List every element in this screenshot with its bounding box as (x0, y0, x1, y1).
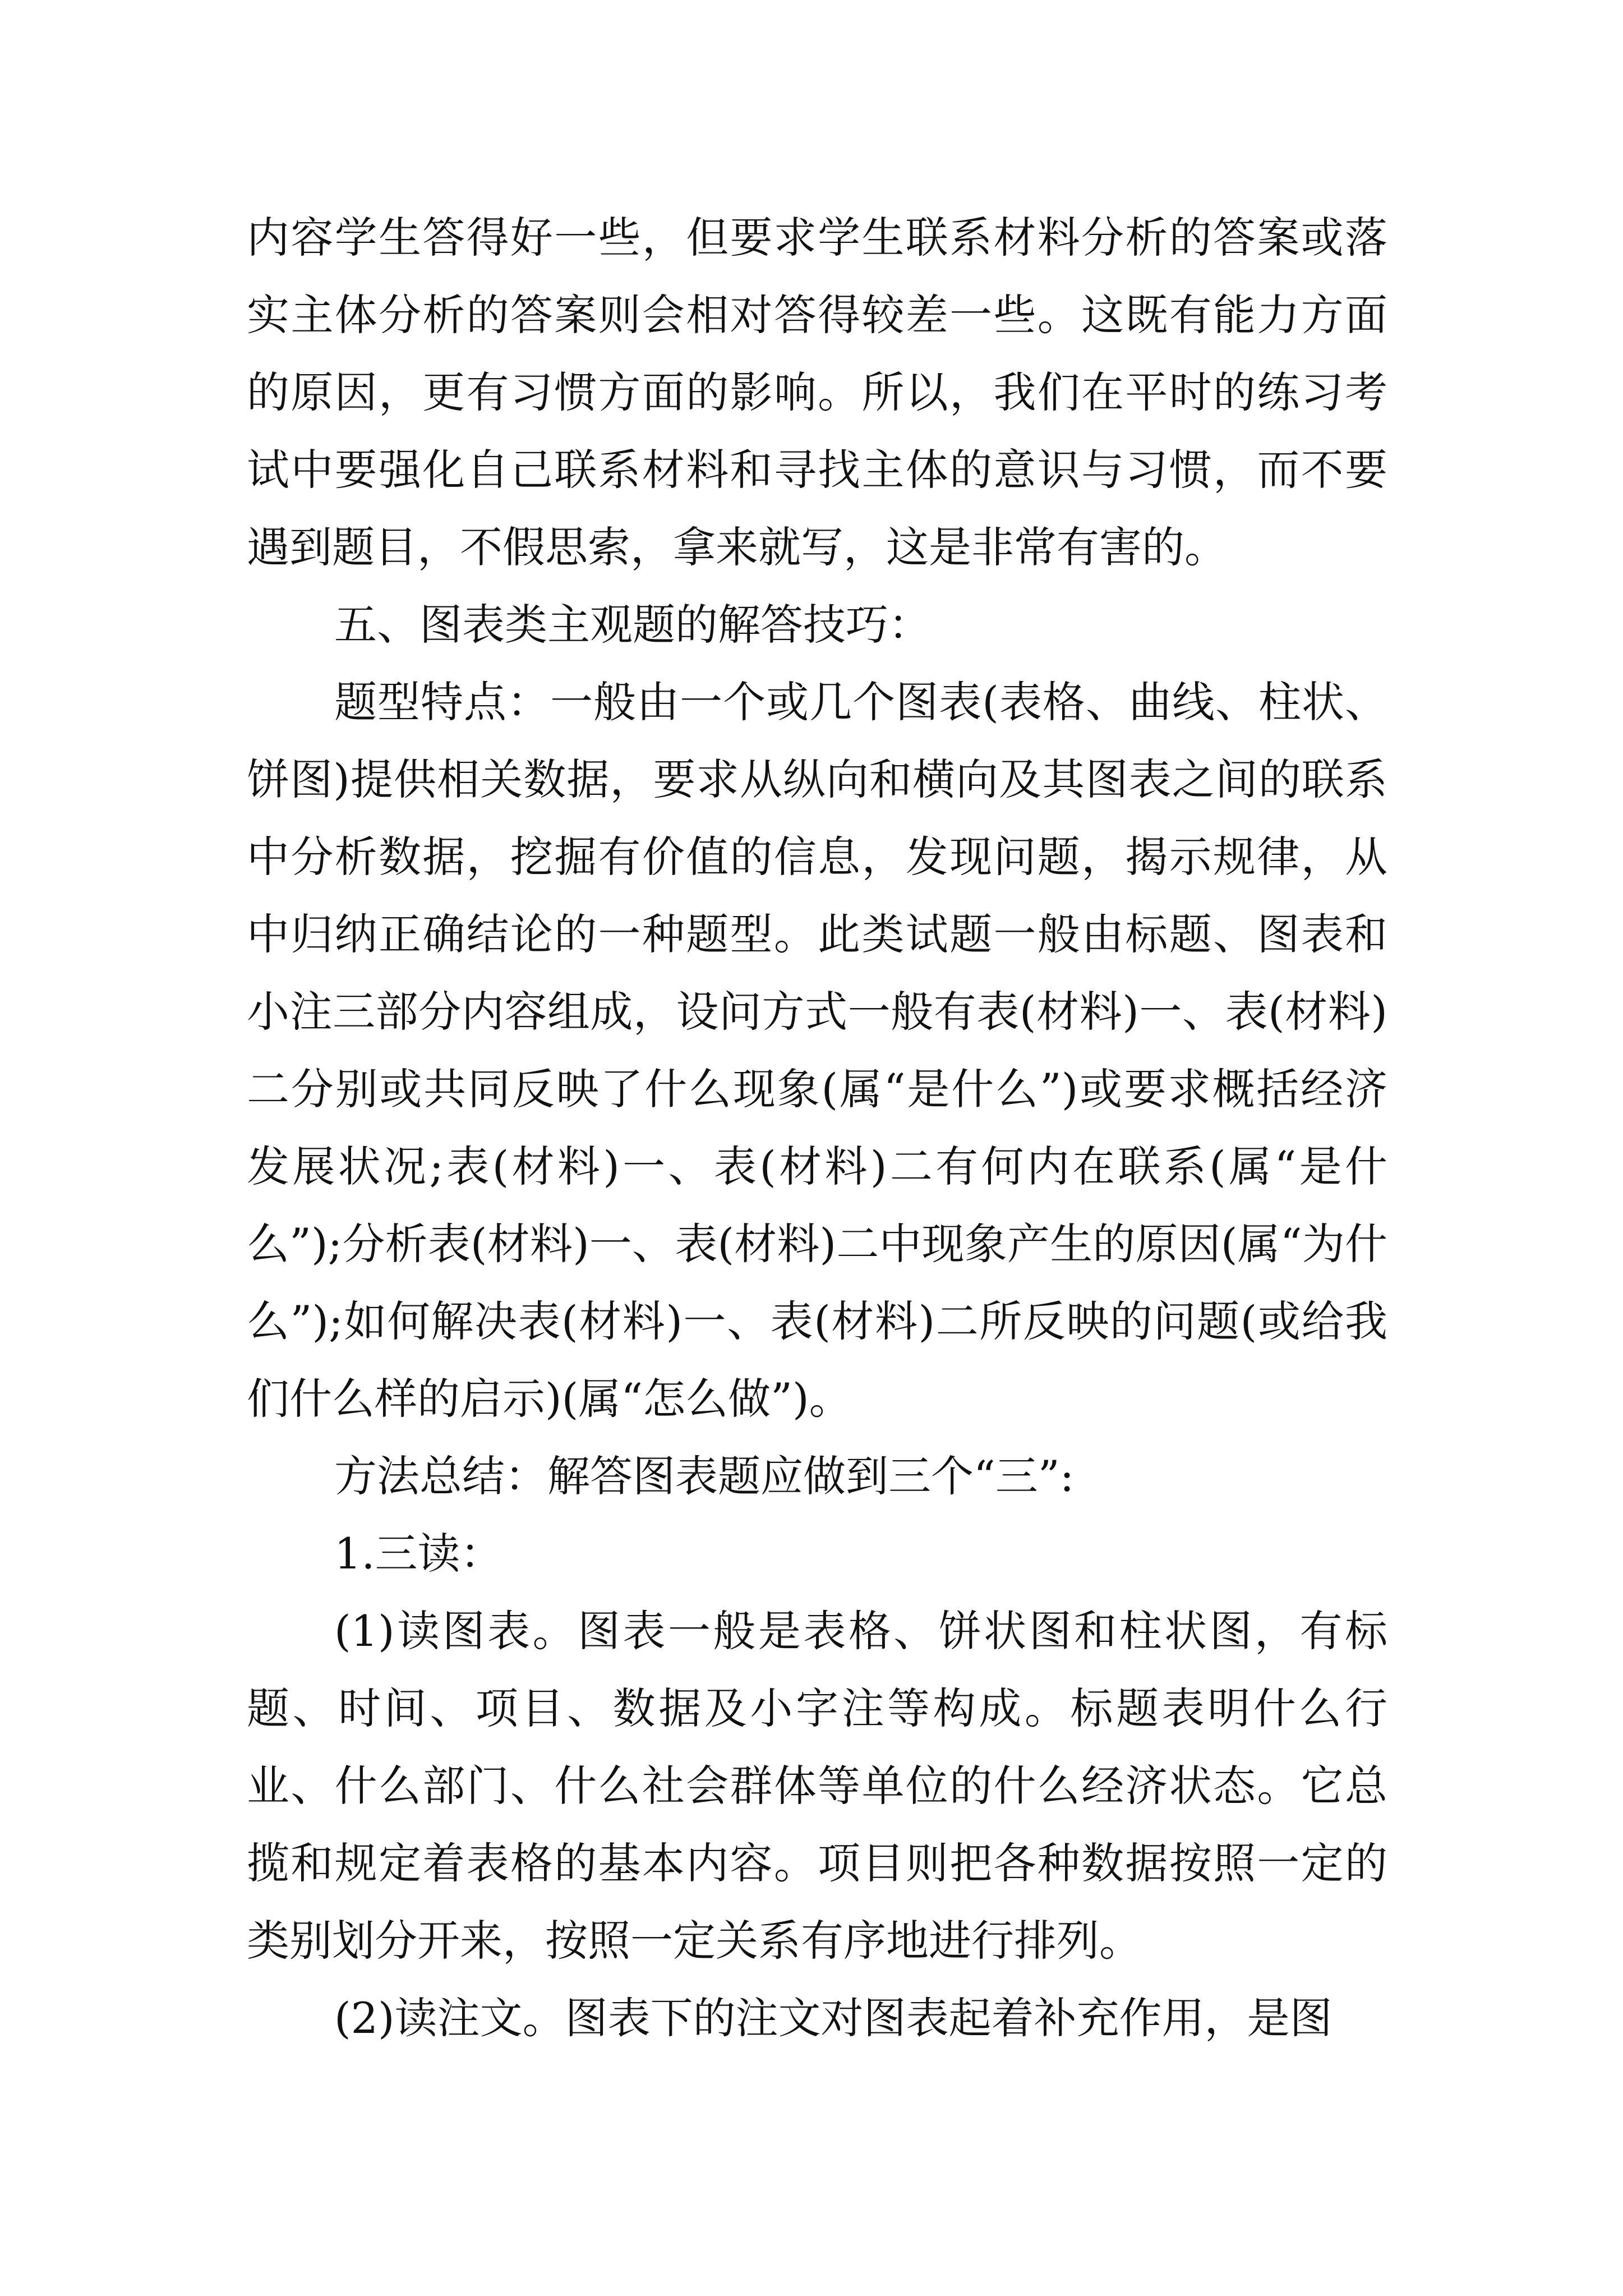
section-heading: 五、图表类主观题的解答技巧： (334, 600, 931, 650)
paragraph-method-summary: 方法总结：解答图表题应做到三个“三”: (334, 1451, 1075, 1501)
document-body (247, 199, 1387, 2057)
paragraph-read-notes: (2)读注文。图表下的注文对图表起着补充作用，是图 (334, 1993, 1332, 2043)
paragraph-question-features: 题型特点：一般由一个或几个图表(表格、曲线、柱状、饼图)提供相关数据，要求从纵向和横向及其图表之间的联系中分析数据，挖掘有价值的信息，发现问题，揭示规律，从中归纳正确结论的一种题型。此类试题一般由标题、图表和小注三部分内容组成，设问方式一般有表(材料)一、表(材料)二分别或共同反映了什么现象(属“是什么”)或要求概括经济发展状况;表(材料)一、表(材料)二有何内在联系(属“是什么”);分析表(材料)一、表(材料)二中现象产生的原因(属“为什么”);如何解决表(材料)一、表(材料)二所反映的问题(或给我们什么样的启示)(属“怎么做”)。 (247, 677, 1387, 1424)
list-heading-three-reads: 1.三读： (334, 1529, 503, 1579)
paragraph-continuation: 内容学生答得好一些，但要求学生联系材料分析的答案或落实主体分析的答案则会相对答得较差一些。这既有能力方面的原因，更有习惯方面的影响。所以，我们在平时的练习考试中要强化自己联系材料和寻找主体的意识与习惯，而不要遇到题目，不假思索，拿来就写，这是非常有害的。 (247, 213, 1387, 572)
paragraph-read-charts: (1)读图表。图表一般是表格、饼状图和柱状图，有标题、时间、项目、数据及小字注等构成。标题表明什么行业、什么部门、什么社会群体等单位的什么经济状态。它总揽和规定着表格的基本内容。项目则把各种数据按照一定的类别划分开来，按照一定关系有序地进行排列。 (247, 1606, 1387, 1966)
